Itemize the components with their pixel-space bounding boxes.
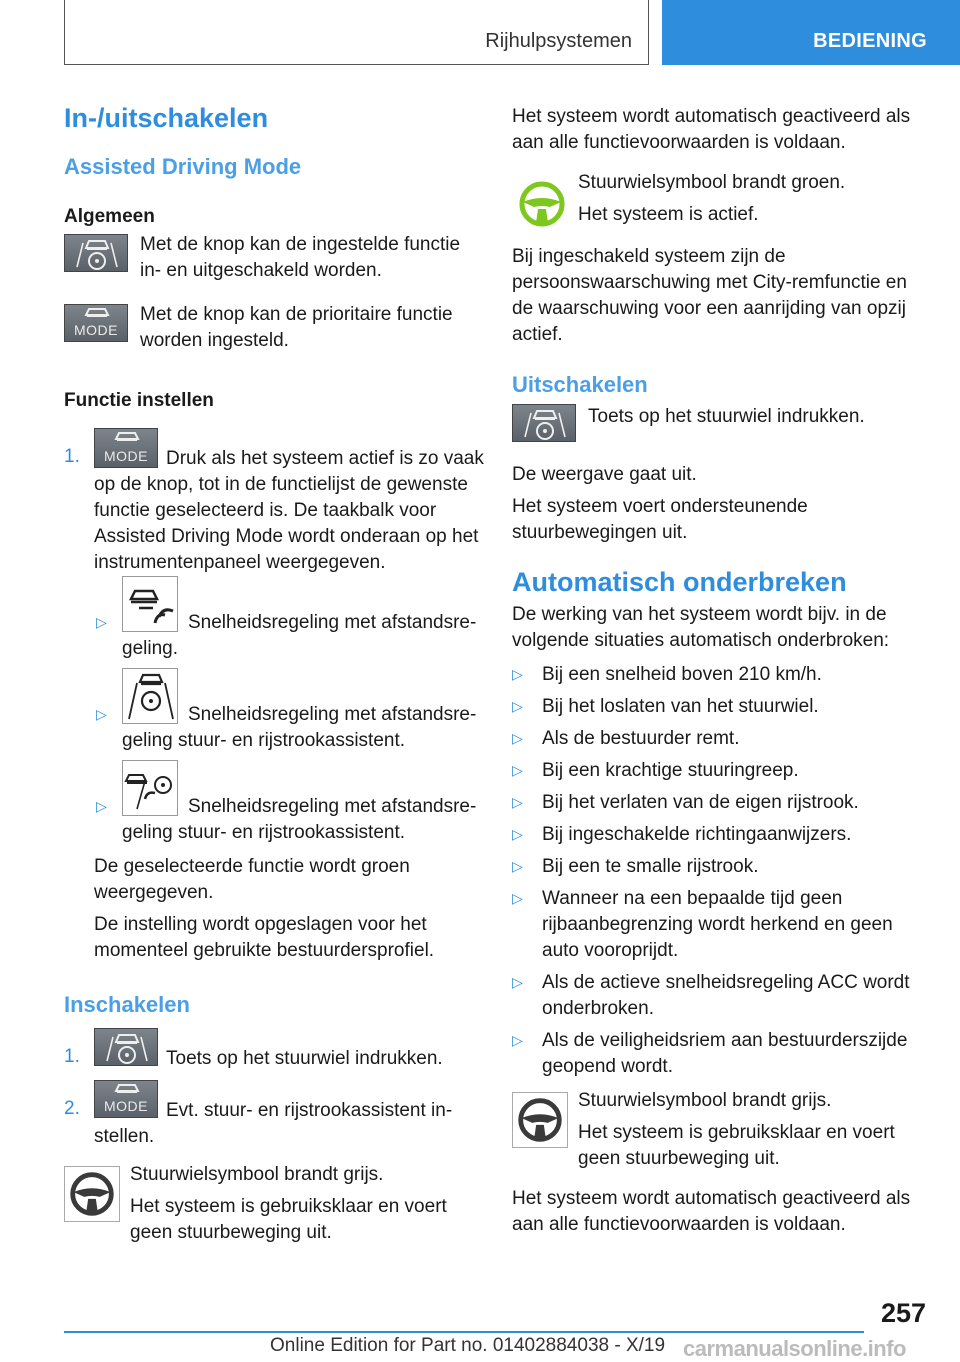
option-1-text-rest: geling. xyxy=(122,638,178,659)
list-item xyxy=(512,758,932,784)
grey-wheel-text-2: Het systeem is gebruiksklaar en voert geen stuurbeweging uit. xyxy=(130,1196,447,1243)
list-item-text: Wanneer na een bepaalde tijd geen rijbaanbegrenzing wordt herkend en geen auto vooroprijdt. xyxy=(542,888,893,961)
steering-wheel-green-icon xyxy=(514,176,570,232)
list-item xyxy=(512,726,932,752)
step-1 xyxy=(64,428,484,576)
steering-wheel-grey-icon xyxy=(512,1092,568,1148)
list-item xyxy=(512,822,932,848)
list-item xyxy=(512,1028,932,1080)
grey-wheel-text-1: Stuurwielsymbool brandt grijs. xyxy=(578,1090,832,1111)
chapter-tab-label: BEDIENING xyxy=(813,30,927,52)
list-item-text: Bij het loslaten van het stuurwiel. xyxy=(542,696,819,717)
option-3-text-rest: geling stuur- en rijstrookassistent. xyxy=(122,822,406,843)
green-wheel-text-1: Stuurwielsymbool brandt groen. xyxy=(578,172,846,193)
step-1-number: 1. xyxy=(64,446,80,467)
list-item-text: Bij een krachtige stuuringreep. xyxy=(542,760,799,781)
bullet-triangle: ▷ xyxy=(96,614,107,630)
section-title: Rijhulpsystemen xyxy=(485,30,632,52)
auto-interrupt-heading: Automatisch onderbreken xyxy=(512,567,847,597)
green-wheel-info xyxy=(512,170,932,238)
off-step-text: Toets op het stuurwiel indrukken. xyxy=(588,406,865,427)
system-on-text: Bij ingeschakeld systeem zijn de persoonswaarschuwing met City-remfunctie en de waarschuwing voor een aanrijding van opzij actief. xyxy=(512,246,907,345)
general-text-2: Met de knop kan de prioritaire functie worden ingesteld. xyxy=(140,304,453,351)
list-item xyxy=(512,790,932,816)
chapter-tab[interactable] xyxy=(662,0,960,65)
bullet-triangle: ▷ xyxy=(512,1032,523,1048)
general-row-2 xyxy=(64,302,484,388)
option-2-text-rest: geling stuur- en rijstrookassistent. xyxy=(122,730,406,751)
driving-assist-button-icon xyxy=(512,404,576,442)
on-step-1 xyxy=(64,1028,484,1080)
bullet-triangle: ▷ xyxy=(512,826,523,842)
watermark: carmanualsonline.info xyxy=(683,1336,906,1361)
list-item-text: Bij een te smalle rijstrook. xyxy=(542,856,759,877)
interrupt-list xyxy=(512,662,932,1080)
driving-assist-button-icon xyxy=(64,234,128,272)
bullet-triangle: ▷ xyxy=(512,762,523,778)
grey-wheel-text-1: Stuurwielsymbool brandt grijs. xyxy=(130,1164,384,1185)
list-item-text: Bij het verlaten van de eigen rijstrook. xyxy=(542,792,859,813)
on-step-2-text-rest: stellen. xyxy=(94,1126,155,1147)
bullet-triangle: ▷ xyxy=(96,706,107,722)
driving-assist-button-icon xyxy=(94,1028,158,1066)
mode-label: MODE xyxy=(104,1098,148,1114)
page-number: 257 xyxy=(880,1298,926,1328)
list-item-text: Als de actieve snelheidsregeling ACC wordt onderbroken. xyxy=(542,972,910,1019)
on-step-2-number: 2. xyxy=(64,1098,80,1119)
list-item-text: Bij ingeschakelde richtingaanwijzers. xyxy=(542,824,852,845)
option-1 xyxy=(64,576,484,668)
subsection-heading: Assisted Driving Mode xyxy=(64,154,302,179)
green-wheel-text-2: Het systeem is actief. xyxy=(578,204,759,225)
on-step-2 xyxy=(64,1080,484,1162)
on-step-2-text: Evt. stuur- en rijstrookassistent in- xyxy=(166,1100,453,1121)
list-item-text: Als de bestuurder remt. xyxy=(542,728,740,749)
grey-wheel-text-2: Het systeem is gebruiksklaar en voert geen stuurbeweging uit. xyxy=(578,1122,895,1169)
list-item-text: Bij een snelheid boven 210 km/h. xyxy=(542,664,822,685)
option-3-text: Snelheidsregeling met afstandsre- xyxy=(188,796,477,817)
step-1-text: Druk als het systeem actief is zo vaak op de knop, tot in de functielijst de gewenste functie geselecteerd is. De taakbalk voor Assisted Driving Mode wordt onderaan op het instrumentenpaneel weergegeven. xyxy=(94,448,484,573)
distance-control-icon xyxy=(122,576,178,632)
option-2 xyxy=(64,668,484,760)
after-text-1: De geselecteerde functie wordt groen weergegeven. xyxy=(94,856,410,903)
mode-label: MODE xyxy=(74,322,118,338)
header-box xyxy=(64,0,649,65)
mode-button-icon xyxy=(64,304,128,342)
mode-label: MODE xyxy=(104,448,148,464)
on-step-1-number: 1. xyxy=(64,1046,80,1067)
general-row-1 xyxy=(64,232,484,302)
general-text-1: Met de knop kan de ingestelde functie in- en uitgeschakeld worden. xyxy=(140,234,461,281)
bullet-triangle: ▷ xyxy=(512,666,523,682)
steering-wheel-grey-icon xyxy=(64,1166,120,1222)
off-text-1: De weergave gaat uit. xyxy=(512,464,697,485)
on-step-1-text: Toets op het stuurwiel indrukken. xyxy=(166,1048,443,1069)
left-column xyxy=(64,100,484,1252)
off-text-2: Het systeem voert ondersteunende stuurbewegingen uit. xyxy=(512,496,808,543)
edition-text: Online Edition for Part no. 01402884038 - X/19 xyxy=(270,1335,666,1356)
mode-button-icon xyxy=(94,1080,158,1118)
option-1-text: Snelheidsregeling met afstandsre- xyxy=(188,612,477,633)
after-text-2: De instelling wordt opgeslagen voor het momenteel gebruikte bestuurdersprofiel. xyxy=(94,914,435,961)
list-item xyxy=(512,886,932,964)
bullet-triangle: ▷ xyxy=(512,698,523,714)
function-heading: Functie instellen xyxy=(64,390,214,411)
bullet-triangle: ▷ xyxy=(512,974,523,990)
list-item xyxy=(512,854,932,880)
auto-intro-text: De werking van het systeem wordt bijv. in de volgende situaties automatisch onderbroken: xyxy=(512,604,890,651)
general-heading: Algemeen xyxy=(64,206,155,227)
switch-off-heading: Uitschakelen xyxy=(512,372,648,397)
distance-steering-icon xyxy=(122,760,178,816)
list-item xyxy=(512,662,932,688)
list-item xyxy=(512,970,932,1022)
grey-wheel-info xyxy=(64,1162,484,1252)
off-step xyxy=(512,404,932,456)
list-item xyxy=(512,694,932,720)
option-2-text: Snelheidsregeling met afstandsre- xyxy=(188,704,477,725)
intro-text: Het systeem wordt automatisch geactiveerd als aan alle functievoorwaarden is voldaan. xyxy=(512,106,911,153)
option-3 xyxy=(64,760,484,850)
bullet-triangle: ▷ xyxy=(512,890,523,906)
footer-divider xyxy=(64,1331,864,1333)
list-item-text: Als de veiligheidsriem aan bestuurderszijde geopend wordt. xyxy=(542,1030,908,1077)
bullet-triangle: ▷ xyxy=(512,794,523,810)
right-column xyxy=(512,100,932,1238)
bullet-triangle: ▷ xyxy=(96,798,107,814)
section-heading: In-/uitschakelen xyxy=(64,103,269,133)
steering-assist-icon xyxy=(122,668,178,724)
bullet-triangle: ▷ xyxy=(512,730,523,746)
switch-on-heading: Inschakelen xyxy=(64,992,190,1017)
outro-text: Het systeem wordt automatisch geactiveerd als aan alle functievoorwaarden is voldaan. xyxy=(512,1188,911,1235)
grey-wheel-info-right xyxy=(512,1088,932,1178)
bullet-triangle: ▷ xyxy=(512,858,523,874)
